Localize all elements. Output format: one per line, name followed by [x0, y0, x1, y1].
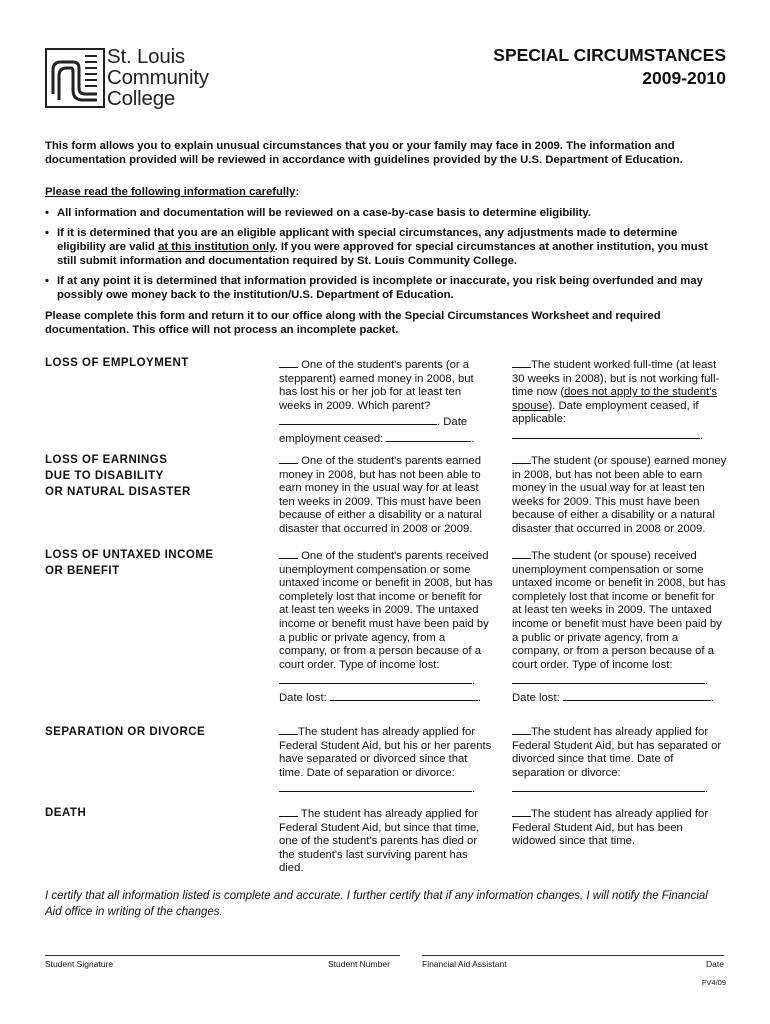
- option-student-earnings: The student (or spouse) earned money in 2008, but has not been able to earn money in the usual way for at least ten weeks for 2009. This must have been because of either a disability or a natural disaster that occurred in 2008 or 2009.: [512, 452, 727, 537]
- read-heading: Please read the following information carefully:: [45, 186, 300, 198]
- section-heading-divorce: SEPARATION OR DIVORCE: [45, 726, 206, 738]
- option-student-death: The student has already applied for Federal Student Aid, but has been widowed since that time.: [512, 805, 727, 849]
- list-item: • If at any point it is determined that information provided is incomplete or inaccurate, you risk being overfunded and may possibly owe money back to the institution/U.S. Department of Education.: [45, 274, 727, 302]
- list-item: • All information and documentation will be reviewed on a case-by-case basis to determine eligibility.: [45, 206, 727, 220]
- option-student-employment: The student worked full-time (at least 30 weeks in 2008), but is not working full-time now (does not apply to the student's spouse). Date employment ceased, if applicable: .: [512, 356, 727, 444]
- checkbox-blank[interactable]: [279, 356, 298, 368]
- section-heading-employment: LOSS OF EMPLOYMENT: [45, 357, 189, 369]
- option-parent-untaxed: One of the student's parents received unemployment compensation or some untaxed income or benefit in 2008, but has completely lost that income or benefit for at least ten weeks in 2009. The untaxed income or benefit must have been paid by a public or private agency, from a company, or from a person because of a court order. Type of income lost: . Date lost: .: [279, 547, 494, 706]
- date-lost-field[interactable]: [563, 689, 711, 701]
- section-heading-earnings: LOSS OF EARNINGS DUE TO DISABILITY OR NATURAL DISASTER: [45, 454, 191, 498]
- date-label: Date: [706, 959, 724, 969]
- checkbox-blank[interactable]: [279, 723, 298, 735]
- instruction-paragraph: Please complete this form and return it to our office along with the Special Circumstances Worksheet and required documentation. This office will not process an incomplete packet.: [45, 310, 661, 336]
- checkbox-blank[interactable]: [279, 805, 298, 817]
- instruction-list: [45, 206, 727, 308]
- certification-statement: I certify that all information listed is complete and accurate. I further certify that if any information changes, I will notify the Financial Aid office in writing of the changes.: [45, 890, 708, 918]
- award-year: 2009-2010: [642, 68, 726, 88]
- college-logo: [45, 46, 225, 112]
- option-student-divorce: The student has already applied for Federal Student Aid, but has separated or divorced since that time. Date of separation or divorce: .: [512, 723, 727, 797]
- checkbox-blank[interactable]: [279, 547, 298, 559]
- income-type-field[interactable]: [279, 672, 472, 684]
- student-signature-label: Student Signature: [45, 959, 114, 969]
- intro-paragraph: This form allows you to explain unusual circumstances that you or your family may face in 2009. The information and documentation provided will be reviewed in accordance with guidelines provided by the U.S. Department of Education.: [45, 140, 683, 166]
- checkbox-blank[interactable]: [512, 547, 531, 559]
- checkbox-blank[interactable]: [512, 805, 531, 817]
- option-parent-earnings: One of the student's parents earned money in 2008, but has not been able to earn money in the usual way for at least ten weeks in 2009. This must have been because of either a disability or a natural disaster that occurred in 2008 or 2009.: [279, 452, 494, 537]
- student-signature-line[interactable]: [45, 955, 400, 956]
- date-lost-field[interactable]: [330, 689, 478, 701]
- income-type-field[interactable]: [512, 672, 705, 684]
- checkbox-blank[interactable]: [512, 452, 531, 464]
- divorce-date-field[interactable]: [279, 780, 472, 792]
- option-parent-employment: One of the student's parents (or a stepparent) earned money in 2008, but has lost his or her job for at least ten weeks in 2009. Which parent? . Date employment ceased: .: [279, 356, 494, 447]
- date-ceased-field[interactable]: [386, 430, 471, 442]
- college-name: St. Louis Community College: [107, 45, 209, 110]
- list-item: • If it is determined that you are an eligible applicant with special circumstances, any adjustments made to determine eligibility are valid at this institution only. If you were approved for special circumstances at another institution, you must still submit information and documentation required by St. Louis Community College.: [45, 226, 727, 268]
- checkbox-blank[interactable]: [512, 356, 531, 368]
- student-number-label: Student Number: [328, 959, 390, 969]
- fa-assistant-label: Financial Aid Assistant: [422, 959, 507, 969]
- section-heading-death: DEATH: [45, 807, 87, 819]
- which-parent-field[interactable]: [279, 413, 437, 425]
- section-heading-untaxed: LOSS OF UNTAXED INCOME OR BENEFIT: [45, 549, 214, 577]
- college-logo-mark-icon: [45, 48, 105, 108]
- option-parent-death: The student has already applied for Federal Student Aid, but since that time, one of the student's parents has died or the student's last surviving parent has died.: [279, 805, 494, 876]
- checkbox-blank[interactable]: [512, 723, 531, 735]
- page-title: SPECIAL CIRCUMSTANCES: [493, 45, 726, 65]
- checkbox-blank[interactable]: [279, 452, 298, 464]
- form-title: [493, 44, 726, 90]
- fa-assistant-signature-line[interactable]: [422, 955, 724, 956]
- divorce-date-field[interactable]: [512, 780, 705, 792]
- date-ceased-field[interactable]: [512, 427, 700, 439]
- form-code: FV4/09: [701, 978, 726, 987]
- option-parent-divorce: The student has already applied for Federal Student Aid, but his or her parents have separated or divorced since that time. Date of separation or divorce: .: [279, 723, 494, 797]
- option-student-untaxed: The student (or spouse) received unemployment compensation or some untaxed income or benefit in 2008, but has completely lost that income or benefit for at least ten weeks in 2009. The untaxed income or benefit must have been paid by a public or private agency, from a company, or from a person because of a court order. Type of income lost: . Date lost: .: [512, 547, 727, 706]
